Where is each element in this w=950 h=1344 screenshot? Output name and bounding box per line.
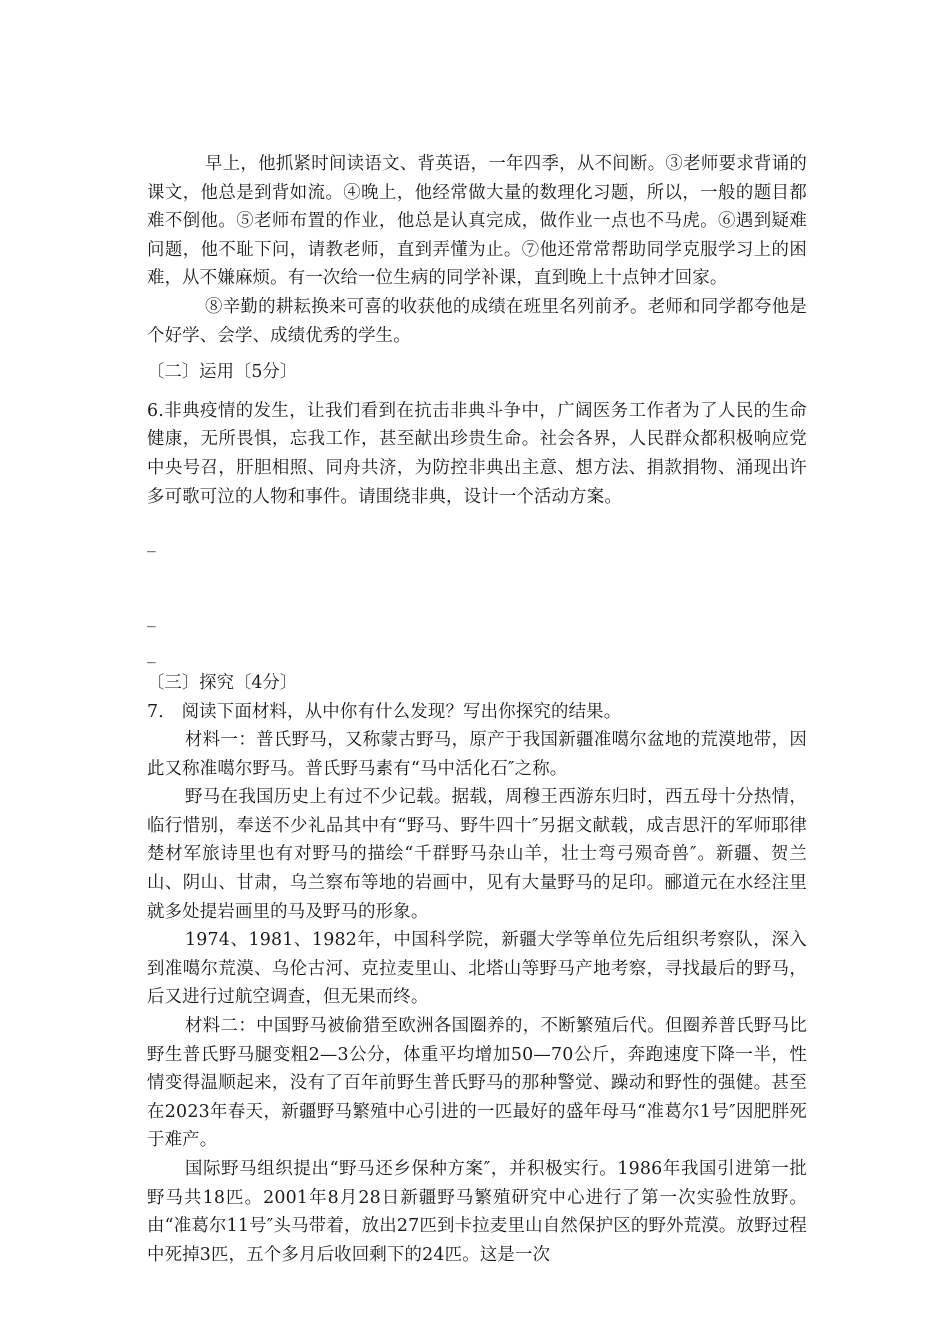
material-1-expeditions: 1974、1981、1982年，中国科学院，新疆大学等单位先后组织考察队，深入到准噶尔荒漠、乌伦古河、克拉麦里山、北塔山等野马产地考察，寻找最后的野马，后又进行过航空调查，但无果而终。 (147, 930, 807, 1008)
material-2-captivity: 材料二：中国野马被偷猎至欧洲各国圈养的，不断繁殖后代。但圈养普氏野马比野生普氏野马腿变粗2—3公分，体重平均增加50—70公斤，奔跑速度下降一半，性情变得温顺起来，没有了百年前野生普氏野马的那种警觉、躁动和野性的强健。甚至在2023年春天，新疆野马繁殖中心引进的一匹最好的盛年母马“准葛尔1号″因肥胖死于难产。 (147, 1016, 807, 1151)
section-heading-inquiry: 〔三〕探究〔4分〕 (147, 672, 298, 693)
paragraph-study-habits: 早上，他抓紧时间读语文、背英语，一年四季，从不间断。③老师要求背诵的课文，他总是到背如流。④晚上，他经常做大量的数理化习题，所以，一般的题目都难不倒他。⑤老师布置的作业，他总是认真完成，做作业一点也不马虎。⑥遇到疑难问题，他不耻下问，请教老师，直到弄懂为止。⑦他还常常帮助同学克服学习上的困难，从不嫌麻烦。有一次给一位生病的同学补课，直到晚上十点钟才回家。 (147, 154, 807, 289)
material-2-return-plan: 国际野马组织提出“野马还乡保种方案″，并积极实行。1986年我国引进第一批野马共18匹。2001年8月28日新疆野马繁殖研究中心进行了第一次实验性放野。由“准葛尔11号″头马带着，放出27匹到卡拉麦里山自然保护区的野外荒漠。放野过程中死掉3匹，五个多月后收回剩下的24匹。这是一次 (147, 1159, 807, 1265)
paragraph-results: ⑧辛勤的耕耘换来可喜的收获他的成绩在班里名列前矛。老师和同学都夸他是个好学、会学、成绩优秀的学生。 (147, 296, 807, 346)
answer-blank-2: _ (147, 607, 156, 628)
question-7: 7． 阅读下面材料，从中你有什么发现？写出你探究的结果。 (147, 701, 622, 722)
question-6: 6.非典疫情的发生，让我们看到在抗击非典斗争中，广阔医务工作者为了人民的生命健康，无所畏惧，忘我工作，甚至献出珍贵生命。社会各界，人民群众都积极响应党中央号召，肝胆相照、同舟共济，为防控非典出主意、想方法、捐款捐物、涌现出许多可歌可泣的人物和事件。请围绕非典，设计一个活动方案。 (147, 400, 807, 507)
document-page (147, 150, 807, 1269)
answer-blank-3: _ (147, 644, 156, 665)
material-1-history: 野马在我国历史上有过不少记载。据载，周穆王西游东归时，西五母十分热情，临行惜别，奉送不少礼品其中有“野马、野牛四十″另据文献载，成吉思汗的军师耶律楚材军旅诗里也有对野马的描绘“千群野马杂山羊，壮士弯弓殒奇兽″。新疆、贺兰山、阴山、甘肃，乌兰察布等地的岩画中，见有大量野马的足印。郦道元在水经注里就多处提岩画里的马及野马的形象。 (147, 787, 807, 922)
material-1-intro: 材料一：普氏野马，又称蒙古野马，原产于我国新疆准噶尔盆地的荒漠地带，因此又称准噶尔野马。普氏野马素有“马中活化石″之称。 (147, 730, 807, 779)
section-heading-application: 〔二〕运用〔5分〕 (147, 362, 298, 383)
answer-blank-1: _ (147, 533, 156, 554)
